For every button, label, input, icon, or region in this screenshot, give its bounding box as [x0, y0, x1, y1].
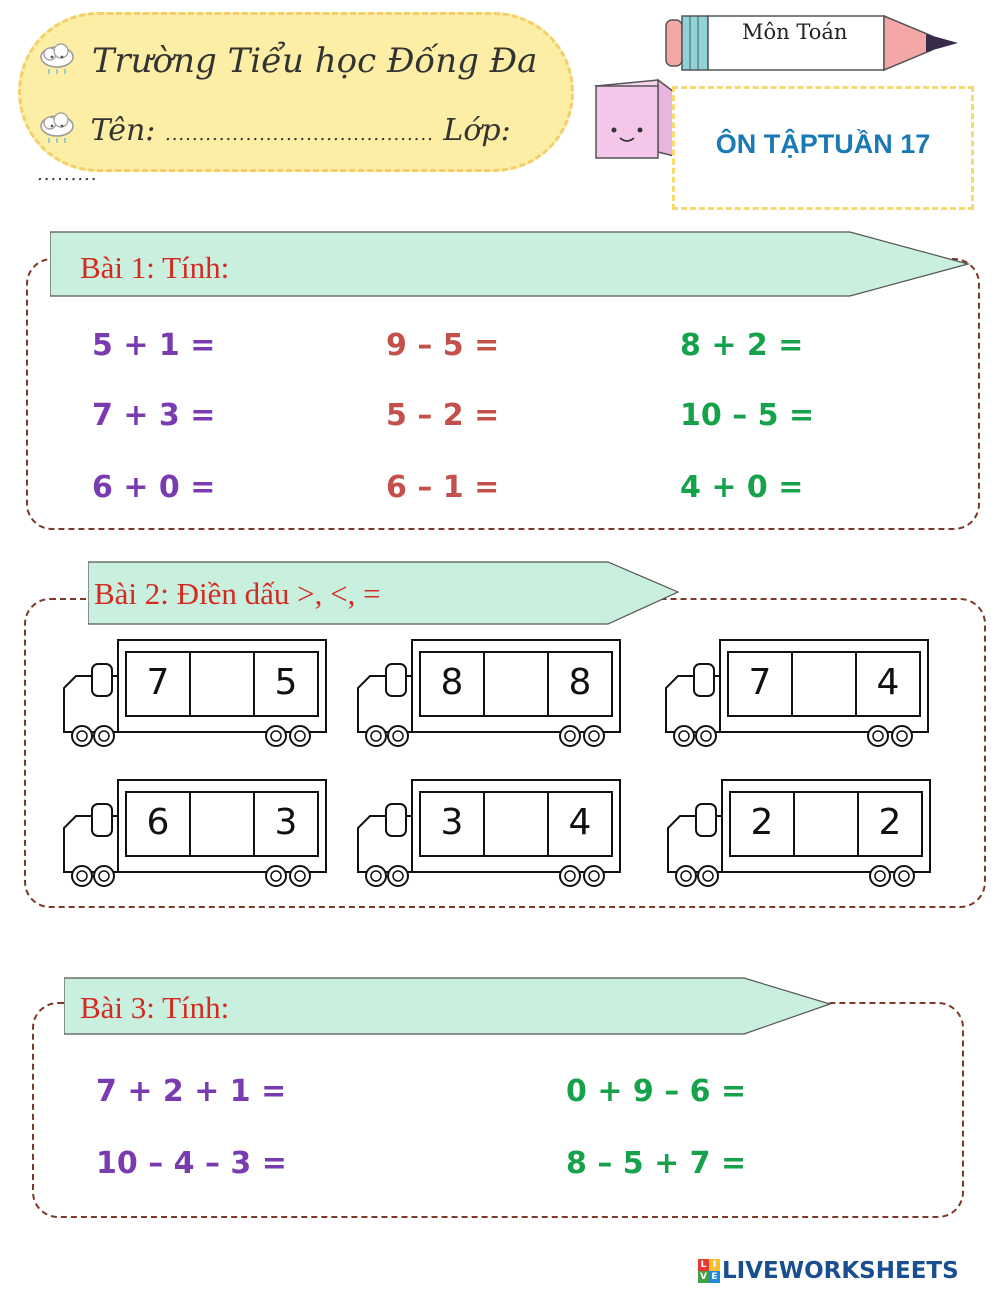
truck-left-number: 2: [750, 802, 774, 843]
ex1-expression: 4 + 0 =: [680, 470, 804, 505]
cube-character-icon: [588, 72, 678, 168]
liveworksheets-logo[interactable]: [698, 1256, 959, 1286]
school-info-card: [18, 12, 574, 185]
exercise2-title: Bài 2: Điền dấu >, <, =: [94, 576, 381, 611]
ex3-expression: 10 – 4 – 3 =: [96, 1146, 287, 1181]
truck-right-number: 4: [568, 802, 592, 843]
truck-right-number: 3: [274, 802, 298, 843]
ex1-expression: 10 – 5 =: [680, 398, 815, 433]
truck: [356, 636, 626, 746]
exercise3-title: Bài 3: Tính:: [80, 990, 230, 1025]
worksheet-title-box: [672, 86, 974, 210]
worksheet-title: ÔN TẬPTUẦN 17: [715, 129, 931, 159]
truck-left-number: 6: [146, 802, 170, 843]
compare-sign-input[interactable]: [486, 792, 546, 862]
ex1-expression: 5 + 1 =: [92, 328, 216, 363]
ex3-expression: 8 – 5 + 7 =: [566, 1146, 747, 1181]
truck: [62, 636, 332, 746]
truck: [356, 776, 626, 886]
truck-left-number: 7: [748, 662, 772, 703]
compare-sign-input[interactable]: [486, 652, 546, 722]
compare-sign-input[interactable]: [192, 792, 252, 862]
truck-right-number: 8: [568, 662, 592, 703]
class-field[interactable]: .........: [37, 164, 98, 185]
ex3-expression: 7 + 2 + 1 =: [96, 1074, 287, 1109]
truck-right-number: 2: [878, 802, 902, 843]
cloud-icon: [37, 42, 81, 85]
school-name: Trường Tiểu học Đống Đa: [91, 41, 538, 81]
truck-right-number: 5: [274, 662, 298, 703]
ex1-expression: 6 – 1 =: [386, 470, 500, 505]
truck: [62, 776, 332, 886]
ex1-expression: 8 + 2 =: [680, 328, 804, 363]
compare-sign-input[interactable]: [794, 652, 854, 722]
subject-label: Môn Toán: [742, 20, 848, 44]
exercise1-title: Bài 1: Tính:: [80, 250, 230, 285]
ex1-expression: 6 + 0 =: [92, 470, 216, 505]
truck-left-number: 7: [146, 662, 170, 703]
truck: [664, 636, 934, 746]
compare-sign-input[interactable]: [796, 792, 856, 862]
class-label: Lớp:: [443, 113, 511, 148]
ex1-expression: 9 – 5 =: [386, 328, 500, 363]
truck-right-number: 4: [876, 662, 900, 703]
ex1-expression: 7 + 3 =: [92, 398, 216, 433]
truck-left-number: 3: [440, 802, 464, 843]
name-field[interactable]: ........................................: [164, 124, 434, 145]
name-class-line: [37, 111, 571, 188]
cloud-icon: [37, 111, 81, 153]
logo-mark-icon: L I V E: [698, 1259, 720, 1283]
truck-left-number: 8: [440, 662, 464, 703]
school-name-line: [37, 41, 537, 85]
ex1-expression: 5 – 2 =: [386, 398, 500, 433]
name-label: Tên:: [90, 113, 156, 148]
ex3-expression: 0 + 9 – 6 =: [566, 1074, 747, 1109]
logo-text: LIVEWORKSHEETS: [722, 1258, 959, 1284]
compare-sign-input[interactable]: [192, 652, 252, 722]
truck: [666, 776, 936, 886]
